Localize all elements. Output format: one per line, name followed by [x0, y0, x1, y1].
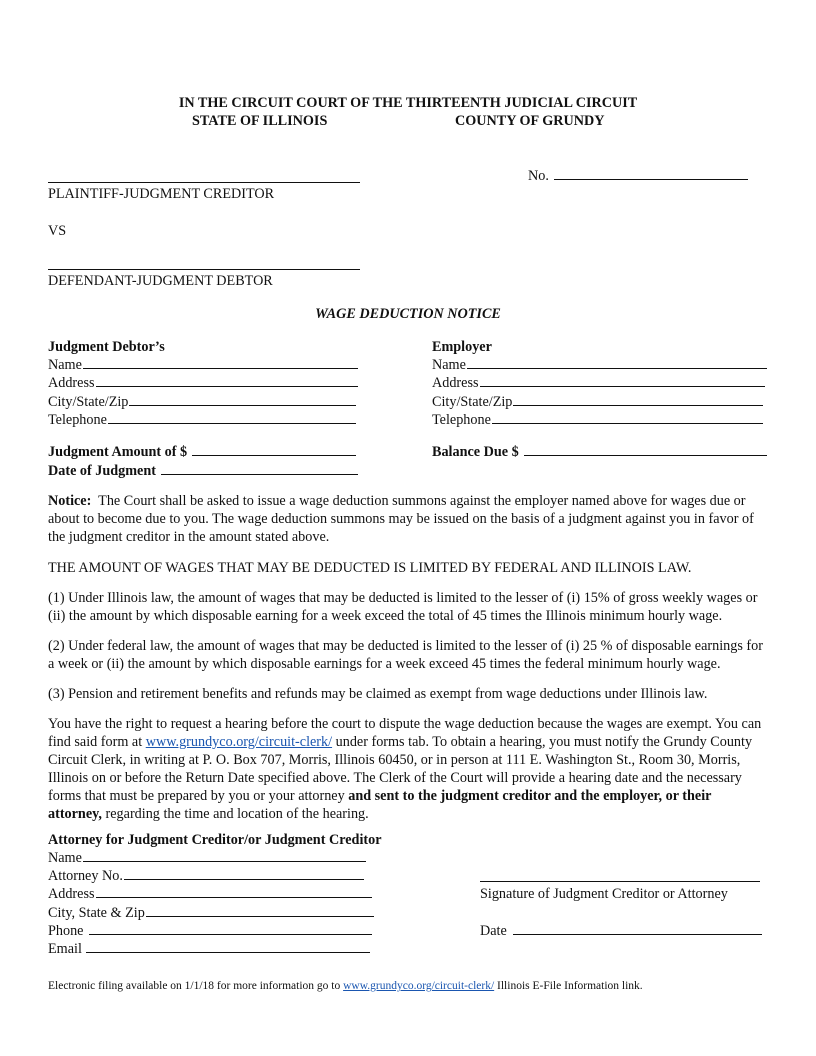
attorney-email-field[interactable] [48, 940, 370, 958]
footer-text-1: Electronic filing available on 1/1/18 for more information go to [48, 980, 341, 992]
defendant-label: DEFENDANT-JUDGMENT DEBTOR [48, 273, 273, 289]
employer-city-label: City/State/Zip [432, 394, 513, 410]
attorney-email-label: Email [48, 941, 82, 957]
defendant-line[interactable] [48, 269, 360, 270]
debtor-address-field[interactable] [48, 374, 358, 392]
judgment-amount-label: Judgment Amount of $ [48, 444, 188, 460]
footer-text-2: Illinois E-File Information link. [497, 980, 643, 992]
employer-city-field[interactable] [432, 393, 763, 411]
debtor-telephone-label: Telephone [48, 412, 107, 428]
attorney-name-field[interactable] [48, 849, 366, 867]
footer-efile-link[interactable]: www.grundyco.org/circuit-clerk/ [343, 980, 495, 992]
debtor-address-label: Address [48, 375, 95, 391]
employer-name-field[interactable] [432, 356, 767, 374]
debtor-telephone-field[interactable] [48, 411, 356, 429]
employer-telephone-field[interactable] [432, 411, 763, 429]
signature-label: Signature of Judgment Creditor or Attorney [480, 886, 728, 902]
forms-link[interactable]: www.grundyco.org/circuit-clerk/ [145, 734, 333, 750]
attorney-number-label: Attorney No. [48, 868, 123, 884]
signature-line[interactable] [480, 881, 760, 882]
employer-telephone-label: Telephone [432, 412, 491, 428]
debtor-name-field[interactable] [48, 356, 358, 374]
court-heading: IN THE CIRCUIT COURT OF THE THIRTEENTH JUDICIAL CIRCUIT [178, 95, 638, 111]
hearing-bold-text: and sent to the judgment creditor and the employer, or their attorney, [48, 788, 712, 822]
hearing-text-1: You have the right to request a hearing before the court to dispute the wage deduction because the wages are exempt. You can find said form at [48, 716, 762, 750]
plaintiff-line[interactable] [48, 182, 360, 183]
illinois-law-paragraph: (1) Under Illinois law, the amount of wages that may be deducted is limited to the lesser of (i) 15% of gross weekly wages or (ii) the amount by which disposable earning for a week exceed the total of 45 times the Illinois minimum hourly wage. [48, 590, 758, 624]
signature-date-label: Date [480, 923, 507, 939]
judgment-amount-field[interactable] [48, 443, 356, 461]
county-heading: COUNTY OF GRUNDY [455, 113, 605, 129]
employer-heading: Employer [432, 339, 492, 355]
attorney-city-label: City, State & Zip [48, 905, 145, 921]
attorney-address-label: Address [48, 886, 95, 902]
signature-date-field[interactable] [480, 922, 762, 940]
state-heading: STATE OF ILLINOIS [192, 113, 328, 129]
plaintiff-label: PLAINTIFF-JUDGMENT CREDITOR [48, 186, 275, 202]
employer-name-label: Name [432, 357, 466, 373]
vs-label: VS [48, 223, 67, 239]
judgment-date-field[interactable] [48, 462, 358, 480]
case-number-label: No. [528, 168, 549, 184]
page-title: WAGE DEDUCTION NOTICE [315, 306, 501, 322]
attorney-heading: Attorney for Judgment Creditor/or Judgment Creditor [48, 832, 382, 848]
attorney-address-field[interactable] [48, 885, 372, 903]
attorney-phone-label: Phone [48, 923, 84, 939]
attorney-phone-field[interactable] [48, 922, 372, 940]
debtor-name-label: Name [48, 357, 82, 373]
balance-due-field[interactable] [432, 443, 767, 461]
limit-statement: THE AMOUNT OF WAGES THAT MAY BE DEDUCTED IS LIMITED BY FEDERAL AND ILLINOIS LAW. [48, 560, 692, 576]
case-number-field[interactable] [528, 167, 748, 185]
employer-address-label: Address [432, 375, 479, 391]
judgment-date-label: Date of Judgment [48, 463, 156, 479]
attorney-number-field[interactable] [48, 867, 364, 885]
hearing-text-2: under forms tab. To obtain a hearing, you must notify the Grundy County Circuit Clerk, in writing at P. O. Box 707, Morris, Illinois 60450, or in person at 111 E. Washington St., Room 30, Morris, Illinois on or before the Return Date specified above. The Clerk of the Court will provide a hearing date and the necessary forms that must be prepared by you or your attorney [48, 734, 753, 804]
federal-law-paragraph: (2) Under federal law, the amount of wages that may be deducted is limited to the lesser of (i) 25 % of disposable earnings for a week or (ii) the amount by which disposable earnings for a week exceed 45 times the federal minimum hourly wage. [48, 638, 763, 672]
debtor-city-field[interactable] [48, 393, 356, 411]
employer-address-field[interactable] [432, 374, 765, 392]
notice-label: Notice: [48, 493, 92, 509]
notice-paragraph [48, 492, 768, 546]
hearing-paragraph [48, 715, 768, 823]
notice-text: The Court shall be asked to issue a wage deduction summons against the employer named above for wages due or about to become due to you. The wage deduction summons may be issued on the basis of a judgment against you in favor of the judgment creditor in the amount stated above. [48, 493, 754, 545]
footer-note [48, 977, 643, 995]
pension-paragraph: (3) Pension and retirement benefits and refunds may be claimed as exempt from wage deductions under Illinois law. [48, 686, 708, 702]
hearing-text-3: regarding the time and location of the hearing. [105, 806, 369, 822]
attorney-name-label: Name [48, 850, 82, 866]
debtor-heading: Judgment Debtor’s [48, 339, 165, 355]
debtor-city-label: City/State/Zip [48, 394, 129, 410]
balance-due-label: Balance Due $ [432, 444, 519, 460]
attorney-city-field[interactable] [48, 904, 374, 922]
